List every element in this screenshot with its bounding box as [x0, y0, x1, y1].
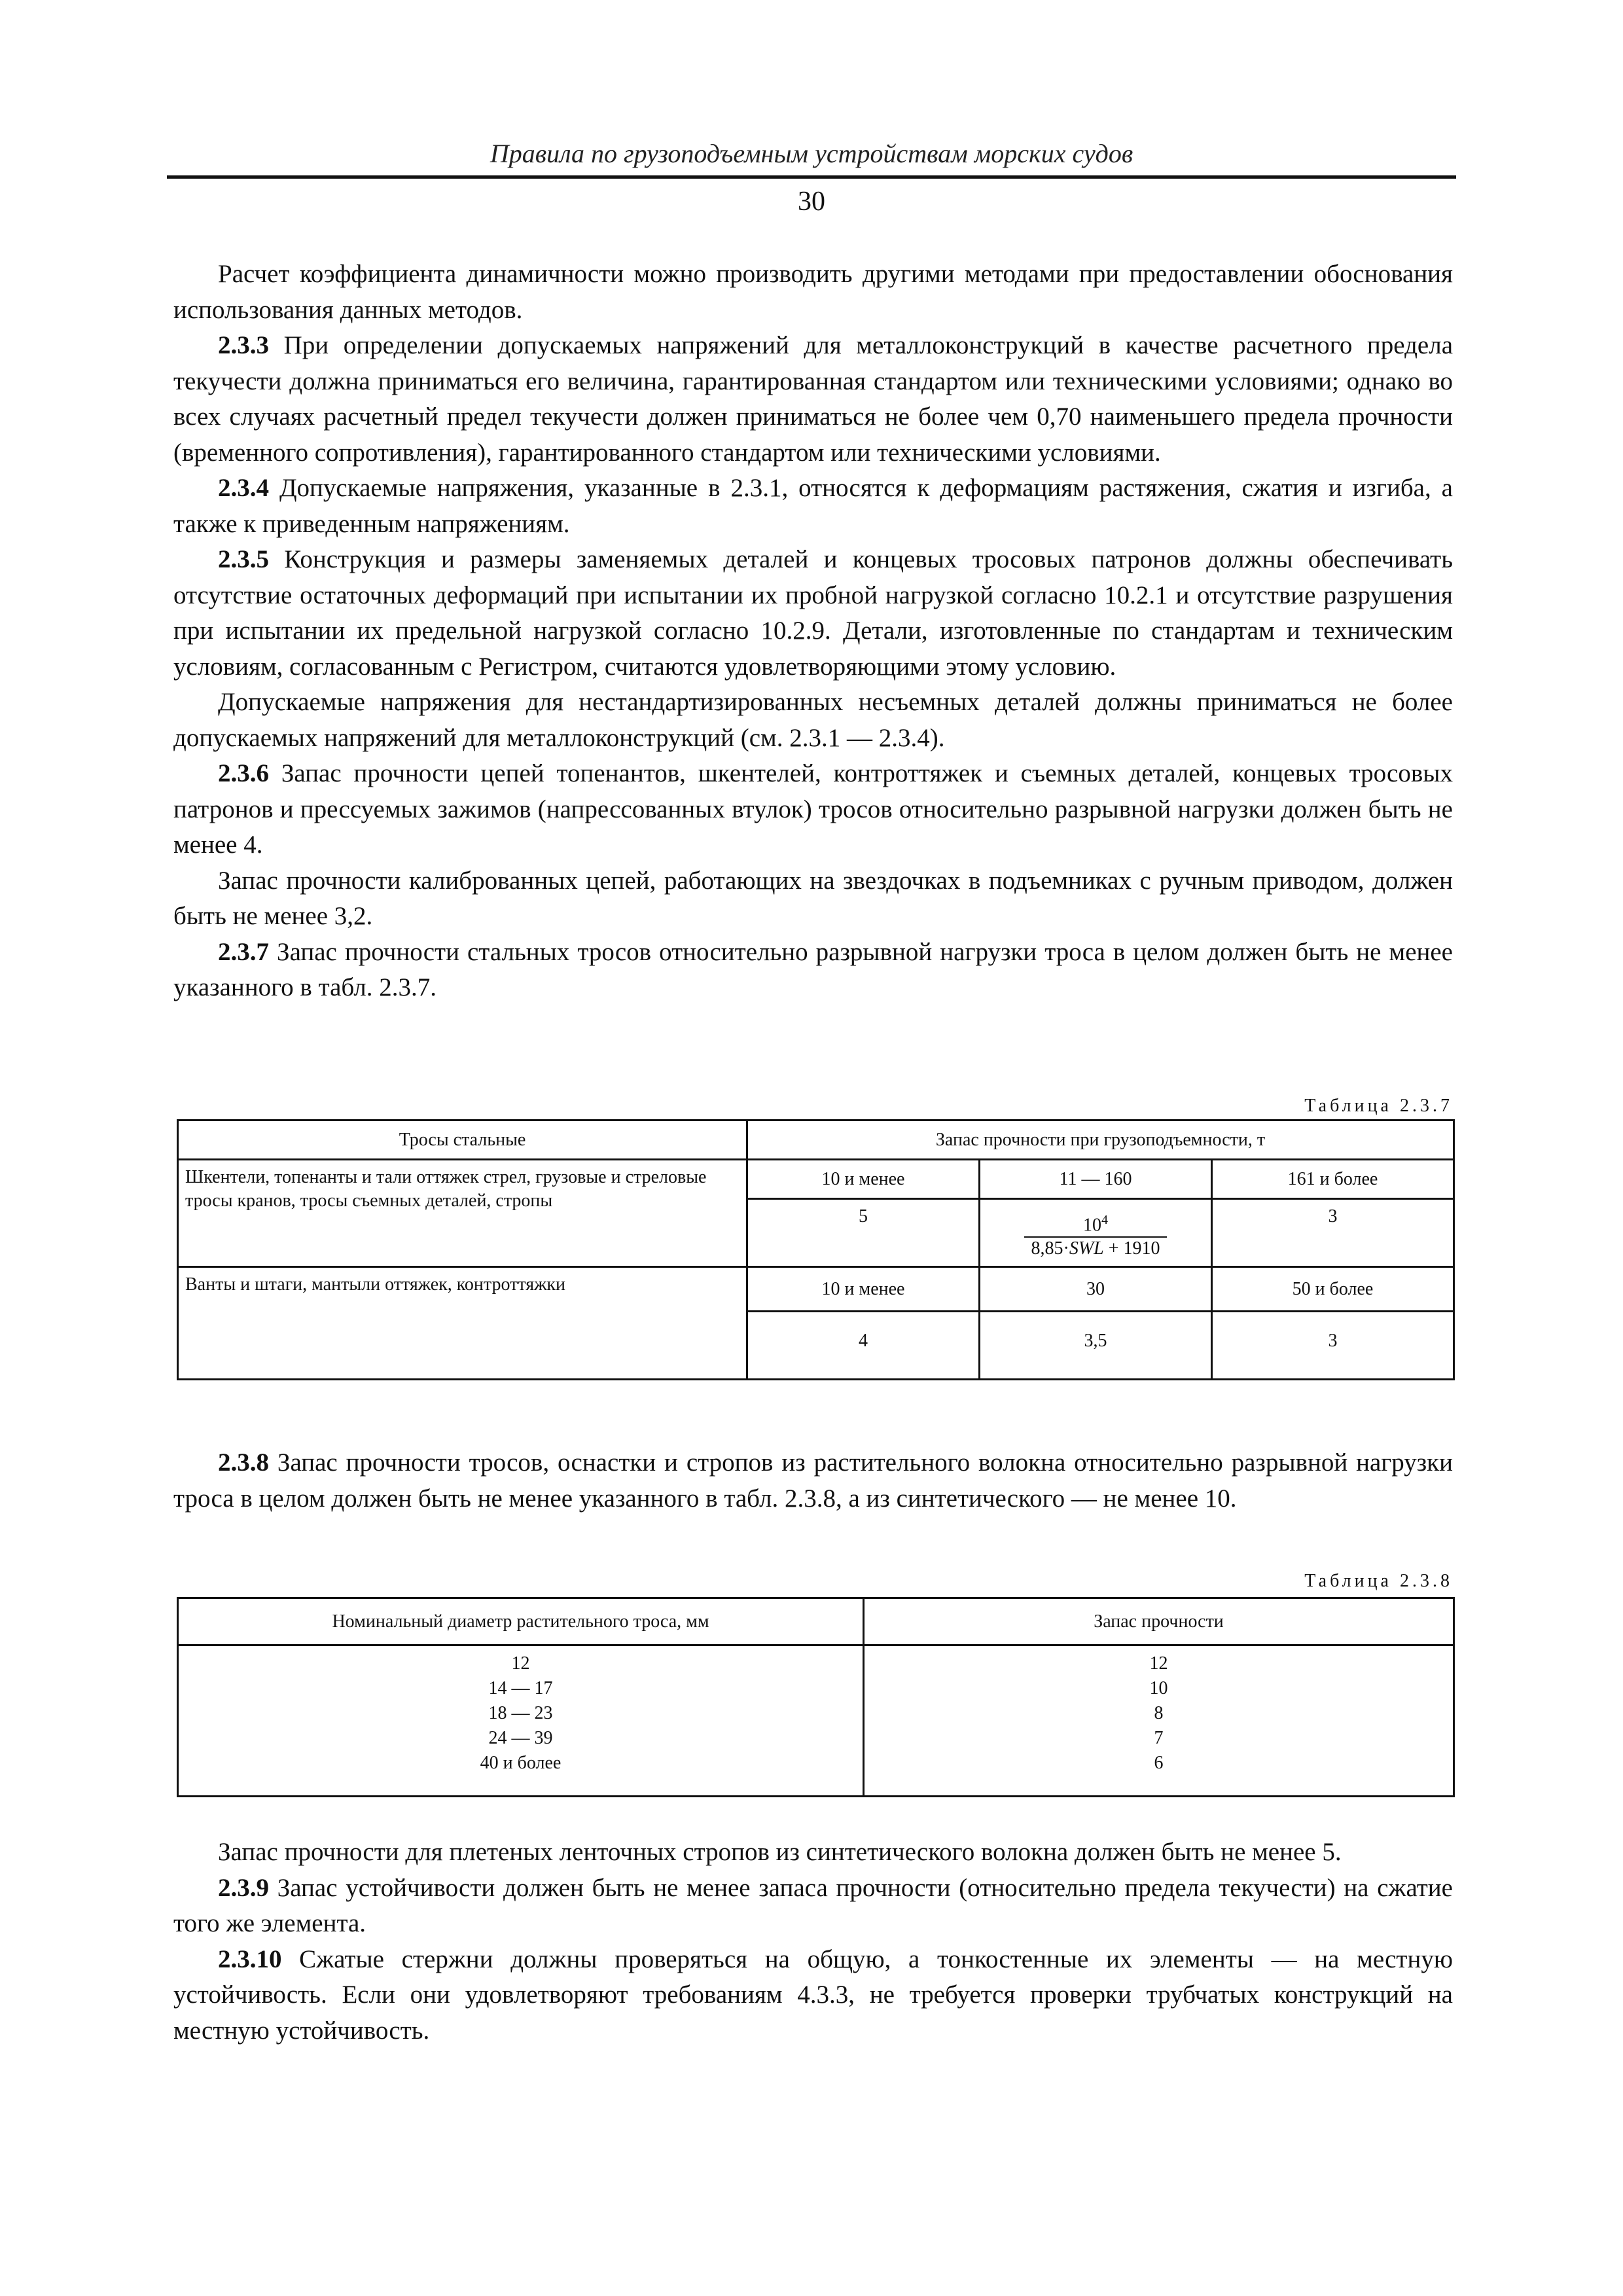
value-cell: 5 — [747, 1199, 980, 1267]
paragraph-2-3-7: 2.3.7 Запас прочности стальных тросов относительно разрывной нагрузки троса в целом должен быть не менее указанного в табл. 2.3.7. — [173, 937, 1453, 1001]
clause-number: 2.3.4 — [218, 474, 269, 502]
paragraph-2-3-9: 2.3.9 Запас устойчивости должен быть не менее запаса прочности (относительно предела текучести) на сжатие того же элемента. — [173, 1873, 1453, 1937]
header-rule — [167, 175, 1456, 179]
value-cell: 4 — [747, 1312, 980, 1380]
paragraph-2-3-5: 2.3.5 Конструкция и размеры заменяемых деталей и концевых тросовых патронов должны обеспечивать отсутствие остаточных деформаций при испытании их пробной нагрузкой согласно 10.2.1 и отсутствие разрушения при испытании их предельной нагрузкой согласно 10.2.9. Детали, изготовленные по стандартам и техническим условиям, согласованным с Регистром, считаются удовлетворяющими этому условию. — [173, 545, 1453, 681]
safety-factor-value: 12 — [1149, 1653, 1168, 1674]
table-2-3-7 — [177, 1119, 1455, 1380]
row-label-cell: Ванты и штаги, мантыли оттяжек, контроттяжки — [178, 1267, 747, 1380]
range-cell: 10 и менее — [747, 1160, 980, 1199]
paragraph-2-3-8: 2.3.8 Запас прочности тросов, оснастки и стропов из растительного волокна относительно разрывной нагрузки троса в целом должен быть не менее указанного в табл. 2.3.8, а из синтетического — не менее 10. — [173, 1448, 1453, 1513]
table-header-cell: Запас прочности — [864, 1598, 1454, 1645]
paragraph-2-3-5-cont: Допускаемые напряжения для нестандартизированных несъемных деталей должны приниматься не более допускаемых напряжений для металлоконструкций (см. 2.3.1 — 2.3.4). — [173, 688, 1453, 752]
range-cell: 50 и более — [1212, 1267, 1454, 1312]
clause-number: 2.3.3 — [218, 331, 269, 359]
paragraph-2-3-8-cont: Запас прочности для плетеных ленточных стропов из синтетического волокна должен быть не менее 5. — [218, 1838, 1342, 1866]
text-block-1 — [173, 257, 1453, 1006]
formula-cell — [980, 1199, 1212, 1267]
clause-number: 2.3.7 — [218, 937, 269, 966]
diameter-value: 24 — 39 — [488, 1728, 553, 1748]
table-2-3-7-caption: Таблица 2.3.7 — [1304, 1096, 1453, 1116]
value-cell: 3 — [1212, 1312, 1454, 1380]
page-number: 30 — [798, 187, 825, 217]
paragraph-2-3-6-cont: Запас прочности калиброванных цепей, работающих на звездочках в подъемниках с ручным приводом, должен быть не менее 3,2. — [173, 866, 1453, 930]
safety-factor-formula: $\frac{10^4}{\text{8,85·SWL + 1910}}$ — [1024, 1209, 1166, 1260]
clause-number: 2.3.10 — [218, 1945, 282, 1973]
paragraph-2-3-3: 2.3.3 При определении допускаемых напряжений для металлоконструкций в качестве расчетного предела текучести должна приниматься его величина, гарантированная стандартом или техническими условиями; однако во всех случаях расчетный предел текучести должен приниматься не более чем 0,70 наименьшего предела прочности (временного сопротивления), гарантированного стандартом или техническими условиями. — [173, 331, 1453, 467]
text-block-2 — [173, 1445, 1453, 1516]
table-2-3-8-caption: Таблица 2.3.8 — [1304, 1571, 1453, 1591]
paragraph-2-3-6: 2.3.6 Запас прочности цепей топенантов, шкентелей, контроттяжек и съемных деталей, концевых тросовых патронов и прессуемых зажимов (напрессованных втулок) тросов относительно разрывной нагрузки должен быть не менее 4. — [173, 759, 1453, 859]
table-header-cell: Номинальный диаметр растительного троса, мм — [178, 1598, 864, 1645]
diameter-value: 18 — 23 — [488, 1703, 553, 1723]
table-header-cell: Запас прочности при грузоподъемности, т — [747, 1121, 1454, 1160]
range-cell: 10 и менее — [747, 1267, 980, 1312]
paragraph-2-3-4: 2.3.4 Допускаемые напряжения, указанные в 2.3.1, относятся к деформациям растяжения, сжатия и изгиба, а также к приведенным напряжениям. — [173, 474, 1453, 538]
range-cell: 11 — 160 — [980, 1160, 1212, 1199]
clause-number: 2.3.8 — [218, 1448, 269, 1477]
paragraph-intro: Расчет коэффициента динамичности можно производить другими методами при предоставлении обоснования использования данных методов. — [173, 260, 1453, 324]
value-cell: 3,5 — [980, 1312, 1212, 1380]
table-header-cell: Тросы стальные — [178, 1121, 747, 1160]
clause-number: 2.3.5 — [218, 545, 269, 573]
value-cell: 3 — [1212, 1199, 1454, 1267]
text-block-3 — [173, 1835, 1453, 2049]
range-cell: 30 — [980, 1267, 1212, 1312]
table-2-3-8 — [177, 1597, 1455, 1797]
diameter-value: 40 и более — [480, 1753, 562, 1773]
paragraph-2-3-10: 2.3.10 Сжатые стержни должны проверяться на общую, а тонкостенные их элементы — на местную устойчивость. Если они удовлетворяют требованиям 4.3.3, не требуется проверки трубчатых конструкций на местную устойчивость. — [173, 1945, 1453, 2045]
range-cell: 161 и более — [1212, 1160, 1454, 1199]
diameter-column — [178, 1645, 864, 1797]
safety-factor-value: 10 — [1149, 1678, 1168, 1698]
clause-number: 2.3.6 — [218, 759, 269, 787]
diameter-value: 14 — 17 — [488, 1678, 553, 1698]
safety-factor-value: 8 — [1154, 1703, 1164, 1723]
safety-factor-value: 6 — [1154, 1753, 1164, 1773]
running-header: Правила по грузоподъемным устройствам морских судов — [490, 139, 1133, 168]
safety-factor-column — [864, 1645, 1454, 1797]
clause-number: 2.3.9 — [218, 1873, 269, 1902]
row-label-cell: Шкентели, топенанты и тали оттяжек стрел, грузовые и стреловые тросы кранов, тросы съемных деталей, стропы — [178, 1160, 747, 1267]
safety-factor-value: 7 — [1154, 1728, 1164, 1748]
diameter-value: 12 — [511, 1653, 530, 1674]
